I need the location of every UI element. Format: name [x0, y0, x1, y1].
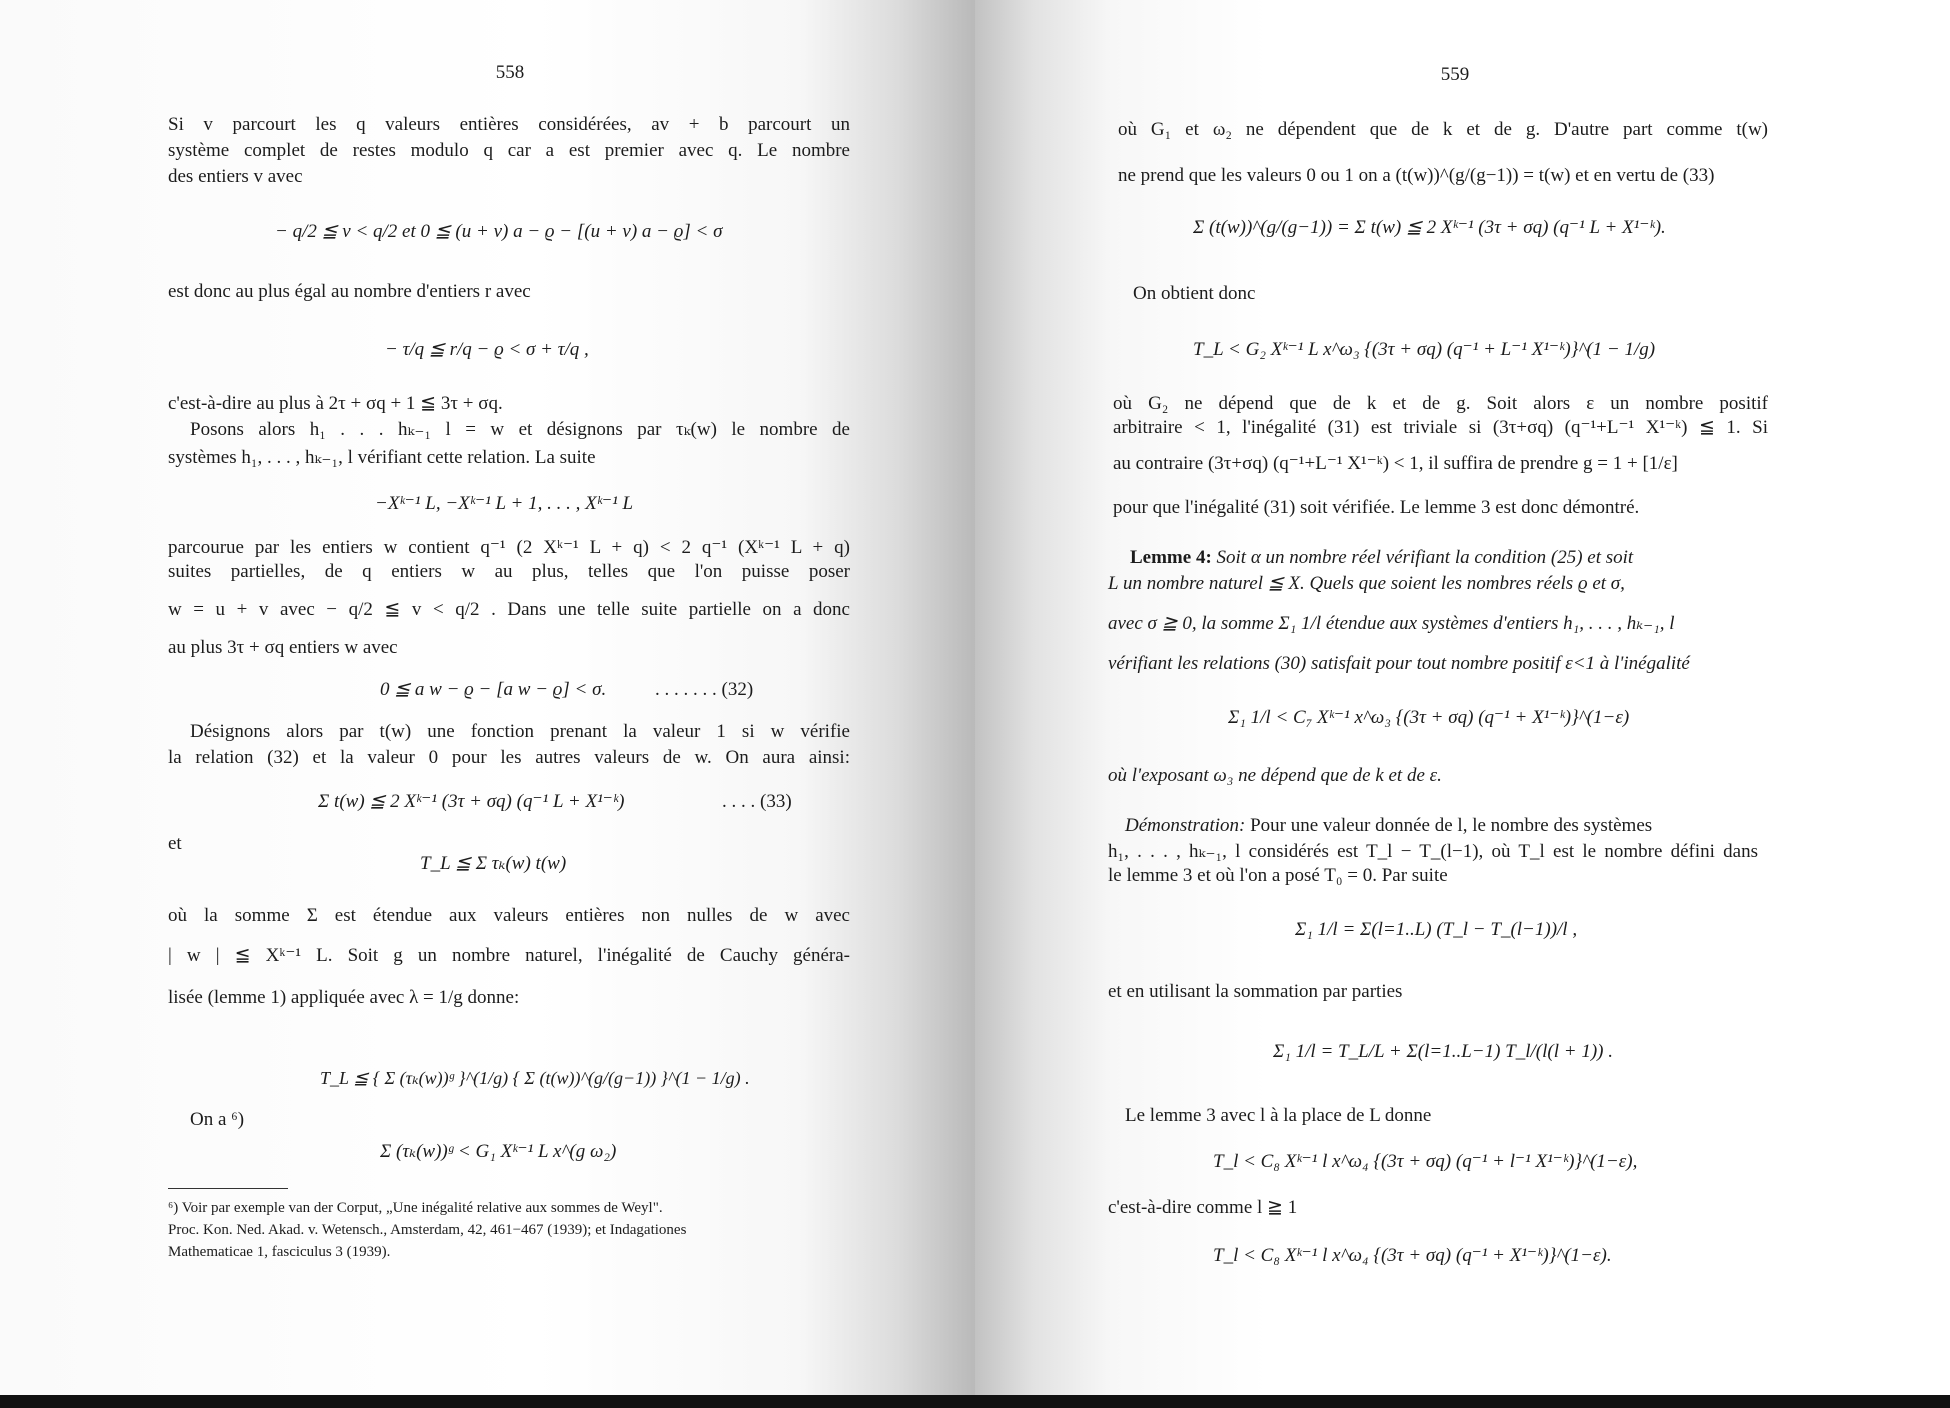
- demonstration-label: Démonstration:: [1125, 815, 1246, 836]
- text-line: w = u + v avec − q/2 ≦ v < q/2 . Dans une telle suite partielle on a donc: [168, 599, 850, 620]
- text-line: On a ⁶): [190, 1109, 245, 1130]
- text-line: vérifiant les relations (30) satisfait pour tout nombre positif ε<1 à l'inégalité: [1108, 653, 1690, 674]
- text-line: L un nombre naturel ≦ X. Quels que soient les nombres réels ϱ et σ,: [1108, 573, 1625, 594]
- text-line: c'est-à-dire au plus à 2τ + σq + 1 ≦ 3τ + σq.: [168, 393, 503, 414]
- text-line: où G₁ et ω₂ ne dépendent que de k et de g. D'autre part comme t(w): [1118, 119, 1768, 140]
- text-line: On obtient donc: [1133, 283, 1256, 304]
- equation: T_L < G₂ Xᵏ⁻¹ L x^ω₃ {(3τ + σq) (q⁻¹ + L⁻¹ X¹⁻ᵏ)}^(1 − 1/g): [1193, 339, 1656, 360]
- text-line: au plus 3τ + σq entiers w avec: [168, 637, 398, 658]
- text-line: systèmes h₁, . . . , hₖ₋₁, l vérifiant cette relation. La suite: [168, 447, 596, 468]
- text-line: des entiers v avec: [168, 166, 303, 187]
- text-line: Si v parcourt les q valeurs entières considérées, av + b parcourt un: [168, 114, 850, 135]
- text-line: où G₂ ne dépend que de k et de g. Soit alors ε un nombre positif: [1113, 393, 1768, 414]
- equation: Σ (τₖ(w))ᵍ < G₁ Xᵏ⁻¹ L x^(g ω₂): [380, 1141, 617, 1162]
- equation: Σ₁ 1/l < C₇ Xᵏ⁻¹ x^ω₃ {(3τ + σq) (q⁻¹ + X¹⁻ᵏ)}^(1−ε): [1228, 707, 1630, 728]
- demonstration-text: Pour une valeur donnée de l, le nombre des systèmes: [1250, 815, 1653, 836]
- equation: T_l < C₈ Xᵏ⁻¹ l x^ω₄ {(3τ + σq) (q⁻¹ + X¹⁻ᵏ)}^(1−ε).: [1213, 1245, 1612, 1266]
- text-line: pour que l'inégalité (31) soit vérifiée. Le lemme 3 est donc démontré.: [1113, 497, 1640, 518]
- text-line: avec σ ≧ 0, la somme Σ₁ 1/l étendue aux systèmes d'entiers h₁, . . . , hₖ₋₁, l: [1108, 613, 1675, 634]
- text-line: où l'exposant ω₃ ne dépend que de k et de ε.: [1108, 765, 1442, 786]
- text-line: et: [168, 833, 182, 854]
- equation: T_L ≦ { Σ (τₖ(w))ᵍ }^(1/g) { Σ (t(w))^(g/(g−1)) }^(1 − 1/g) .: [320, 1068, 750, 1088]
- equation: Σ₁ 1/l = Σ(l=1..L) (T_l − T_(l−1))/l ,: [1295, 919, 1578, 940]
- equation-number: . . . . . . . (32): [655, 679, 754, 700]
- text-line: système complet de restes modulo q car a est premier avec q. Le nombre: [168, 140, 850, 161]
- text-line: la relation (32) et la valeur 0 pour les autres valeurs de w. On aura ainsi:: [168, 747, 850, 768]
- equation: −Xᵏ⁻¹ L, −Xᵏ⁻¹ L + 1, . . . , Xᵏ⁻¹ L: [375, 493, 634, 514]
- text-line: arbitraire < 1, l'inégalité (31) est triviale si (3τ+σq) (q⁻¹+L⁻¹ X¹⁻ᵏ) ≦ 1. Si: [1113, 417, 1768, 438]
- footnote-line: Mathematicae 1, fasciculus 3 (1939).: [168, 1244, 391, 1260]
- text-line: parcourue par les entiers w contient q⁻¹ (2 Xᵏ⁻¹ L + q) < 2 q⁻¹ (Xᵏ⁻¹ L + q): [168, 537, 850, 558]
- text-line: Le lemme 3 avec l à la place de L donne: [1125, 1105, 1432, 1126]
- text-line: au contraire (3τ+σq) (q⁻¹+L⁻¹ X¹⁻ᵏ) < 1, il suffira de prendre g = 1 + [1/ε]: [1113, 453, 1678, 474]
- text-line: le lemme 3 et où l'on a posé T₀ = 0. Par suite: [1108, 865, 1448, 886]
- equation: T_l < C₈ Xᵏ⁻¹ l x^ω₄ {(3τ + σq) (q⁻¹ + l⁻¹ X¹⁻ᵏ)}^(1−ε),: [1213, 1151, 1638, 1172]
- text-line: où la somme Σ est étendue aux valeurs entières non nulles de w avec: [168, 905, 850, 926]
- lemma-4: [1130, 546, 1633, 570]
- footnote-rule: [168, 1188, 288, 1189]
- text-line: c'est-à-dire comme l ≧ 1: [1108, 1197, 1298, 1218]
- page-number: 559: [1440, 64, 1470, 85]
- footnote-line: Proc. Kon. Ned. Akad. v. Wetensch., Amsterdam, 42, 461−467 (1939); et Indagationes: [168, 1222, 687, 1238]
- text-line: Désignons alors par t(w) une fonction prenant la valeur 1 si w vérifie: [190, 721, 850, 742]
- equation: Σ₁ 1/l = T_L/L + Σ(l=1..L−1) T_l/(l(l + 1)) .: [1273, 1041, 1613, 1062]
- scan-bottom-edge: [0, 1395, 1950, 1408]
- equation: Σ (t(w))^(g/(g−1)) = Σ t(w) ≦ 2 Xᵏ⁻¹ (3τ + σq) (q⁻¹ L + X¹⁻ᵏ).: [1193, 217, 1666, 238]
- demonstration-line: [1125, 814, 1652, 838]
- equation-number: . . . . (33): [722, 791, 792, 812]
- footnote-line: ⁶) Voir par exemple van der Corput, „Une inégalité relative aux sommes de Weyl".: [168, 1200, 663, 1216]
- equation: Σ t(w) ≦ 2 Xᵏ⁻¹ (3τ + σq) (q⁻¹ L + X¹⁻ᵏ): [318, 791, 625, 812]
- equation: T_L ≦ Σ τₖ(w) t(w): [420, 853, 567, 874]
- text-line: et en utilisant la sommation par parties: [1108, 981, 1403, 1002]
- equation: − q/2 ≦ v < q/2 et 0 ≦ (u + v) a − ϱ − [(u + v) a − ϱ] < σ: [275, 221, 723, 242]
- text-line: | w | ≦ Xᵏ⁻¹ L. Soit g un nombre naturel, l'inégalité de Cauchy généra-: [168, 945, 850, 966]
- text-line: Posons alors h₁ . . . hₖ₋₁ l = w et désignons par τₖ(w) le nombre de: [190, 419, 850, 440]
- text-line: lisée (lemme 1) appliquée avec λ = 1/g donne:: [168, 987, 520, 1008]
- left-page: [0, 0, 975, 1395]
- lemma-title: Lemme 4:: [1130, 547, 1212, 568]
- text-line: ne prend que les valeurs 0 ou 1 on a (t(w))^(g/(g−1)) = t(w) et en vertu de (33): [1118, 165, 1715, 186]
- lemma-text: Soit α un nombre réel vérifiant la condition (25) et soit: [1216, 547, 1634, 568]
- equation: 0 ≦ a w − ϱ − [a w − ϱ] < σ.: [380, 679, 607, 700]
- right-page: [975, 0, 1950, 1395]
- text-line: h₁, . . . , hₖ₋₁, l considérés est T_l − T_(l−1), où T_l est le nombre défini dans: [1108, 841, 1758, 862]
- text-line: est donc au plus égal au nombre d'entiers r avec: [168, 281, 531, 302]
- page-number: 558: [495, 62, 525, 83]
- text-line: suites partielles, de q entiers w au plus, telles que l'on puisse poser: [168, 561, 850, 582]
- equation: − τ/q ≦ r/q − ϱ < σ + τ/q ,: [385, 339, 589, 360]
